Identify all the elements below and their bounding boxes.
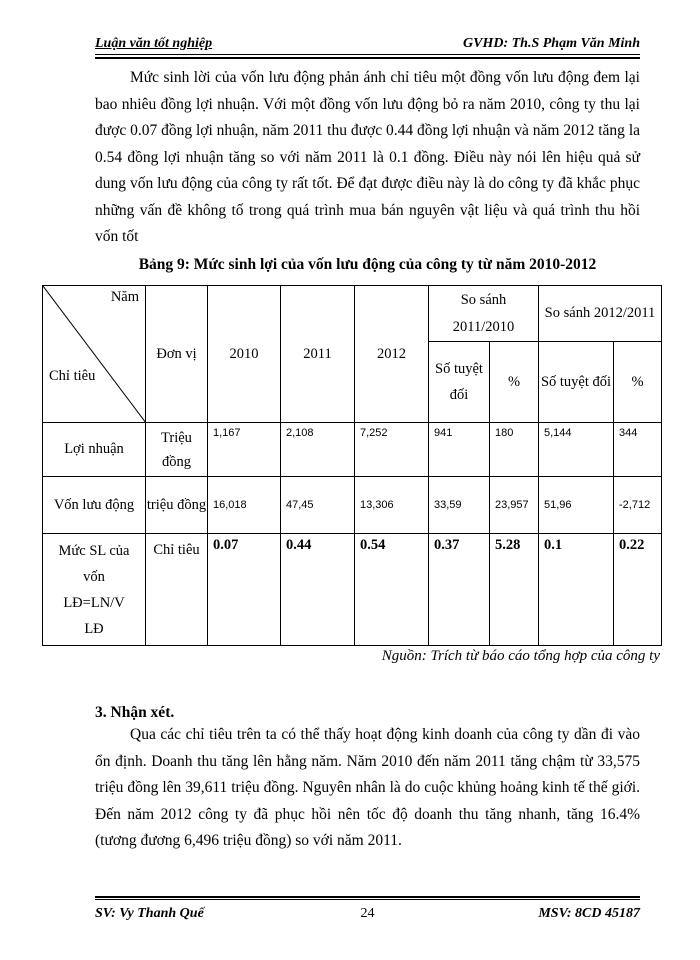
profitability-table [42,285,662,646]
row-label: Mức SL của vốn LĐ=LN/V LĐ [43,534,146,646]
table-source-note: Nguồn: Trích từ báo cáo tổng hợp của công ty [381,648,660,664]
table-row [43,534,662,646]
page-number: 24 [360,906,375,921]
absolute-change-header-1: Số tuyệt đối [429,342,490,423]
corner-indicator-label: Chỉ tiêu [49,368,96,384]
row-label: Vốn lưu động [43,477,146,534]
paragraph-intro: Mức sinh lời của vốn lưu động phản ánh chỉ tiêu một đồng vốn lưu động đem lại bao nhiêu đồng lợi nhuận. Với một đồng vốn lưu động bỏ ra năm 2010, công ty thu lại được 0.07 đồng lợi nhuận, năm 2011 thu được 0.44 đồng lợi nhuận và năm 2012 tăng la 0.54 đồng lợi nhuận tăng so với năm 2011 là 0.1 đồng. Điều này nói lên hiệu quả sử dung vốn lưu động của công ty rất tốt. Để đạt được điều này là do công ty đã khắc phục những vấn đề không tố trong quá trình mua bán nguyên vật liệu và quá trình thu hồi vốn tốt [95,69,640,245]
footer-rule [95,899,640,900]
value-2011: 47,45 [281,477,355,534]
abs-change-2: 5,144 [539,423,614,477]
header-supervisor: GVHD: Th.S Phạm Văn Minh [463,36,640,51]
paragraph-remarks: Qua các chỉ tiêu trên ta có thể thấy hoạt động kinh doanh của công ty dần đi vào ổn định. Doanh thu tăng lên hằng năm. Năm 2010 đến năm 2011 tăng chậm từ 33,575 triệu đồng lên 39,611 triệu đồng. Nguyên nhân là do cuộc khủng hoảng kinh tế thế giới. Đến năm 2012 công ty đã phục hồi nên tốc độ doanh thu tăng nhanh, tăng 16.4% (tương đương 6,496 triệu đồng) so với năm 2011. [95,726,640,849]
value-2012: 7,252 [355,423,429,477]
pct-change-1: 180 [490,423,539,477]
value-2012: 0.54 [355,534,429,646]
diagonal-line [43,286,146,423]
row-label: Lợi nhuận [43,423,146,477]
percent-header-2: % [614,342,662,423]
table-row [43,423,662,477]
value-2010: 16,018 [208,477,281,534]
pct-change-1: 5.28 [490,534,539,646]
corner-year-label: Năm [110,289,139,305]
abs-change-2: 51,96 [539,477,614,534]
page-footer [95,906,640,926]
abs-change-1: 33,59 [429,477,490,534]
header-rule [95,54,640,55]
value-2011: 0.44 [281,534,355,646]
row-unit: triệu đồng [146,477,208,534]
table-caption: Bảng 9: Mức sinh lợi của vốn lưu động của công ty từ năm 2010-2012 [138,256,597,273]
header-rule-thick [95,57,640,59]
pct-change-2: 344 [614,423,662,477]
row-unit: Chỉ tiêu [146,534,208,646]
unit-header: Đơn vị [146,286,208,423]
value-2012: 13,306 [355,477,429,534]
header-thesis-title: Luận văn tốt nghiệp [95,36,213,51]
footer-rule-thick [95,896,640,898]
pct-change-1: 23,957 [490,477,539,534]
value-2011: 2,108 [281,423,355,477]
footer-student-id: MSV: 8CD 45187 [538,906,640,921]
compare-2011-2010-header: So sánh 2011/2010 [429,286,539,342]
abs-change-1: 941 [429,423,490,477]
percent-header-1: % [490,342,539,423]
value-2010: 1,167 [208,423,281,477]
year-2012-header: 2012 [355,286,429,423]
compare-2012-2011-header: So sánh 2012/2011 [539,286,662,342]
pct-change-2: -2,712 [614,477,662,534]
year-2010-header: 2010 [208,286,281,423]
year-2011-header: 2011 [281,286,355,423]
table-row [43,477,662,534]
abs-change-2: 0.1 [539,534,614,646]
section-heading: 3. Nhận xét. [95,704,175,721]
abs-change-1: 0.37 [429,534,490,646]
pct-change-2: 0.22 [614,534,662,646]
page-header [95,36,640,56]
footer-student: SV: Vy Thanh Quế [95,906,204,921]
value-2010: 0.07 [208,534,281,646]
absolute-change-header-2: Số tuyệt đối [539,342,614,423]
corner-cell [43,286,146,423]
row-unit: Triệu đồng [146,423,208,477]
